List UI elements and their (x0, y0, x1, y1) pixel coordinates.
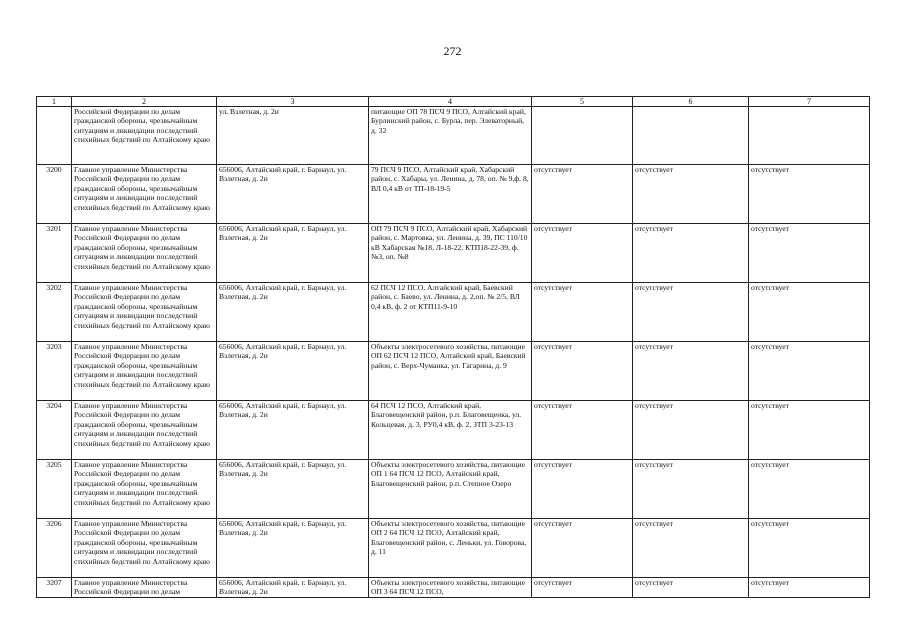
row-number: 3207 (37, 578, 72, 598)
col7-cell: отсутствует (749, 578, 870, 598)
address-cell: 656006, Алтайский край, г. Барнаул, ул. Взлетная, д. 2и (217, 342, 369, 401)
address-cell: ул. Взлетная, д. 2и (217, 107, 369, 165)
object-cell: ОП 79 ПСЧ 9 ПСО, Алтайский край, Хабарский район, с. Мартовка, ул. Ленина, д. 39, ПС 110/10 кВ Хабарская №18, Л-18-22, КТП18-22-39, ф. №3, оп. №8 (369, 224, 532, 283)
col7-cell: отсутствует (749, 224, 870, 283)
organization-cell: Главное управление Министерства Российской Федерации по делам гражданской обороны, чрезвычайным ситуациям и ликвидации последствий стихийных бедствий по Алтайскому краю (72, 224, 217, 283)
organization-cell: Главное управление Министерства Российской Федерации по делам гражданской обороны, чрезвычайным ситуациям и ликвидации последствий стихийных бедствий по Алтайскому краю (72, 165, 217, 224)
col5-cell: отсутствует (532, 519, 633, 578)
row-number: 3200 (37, 165, 72, 224)
address-cell: 656006, Алтайский край, г. Барнаул, ул. Взлетная, д. 2и (217, 224, 369, 283)
row-number: 3201 (37, 224, 72, 283)
organization-cell: Главное управление Министерства Российской Федерации по делам гражданской обороны, чрезвычайным ситуациям и ликвидации последствий стихийных бедствий по Алтайскому краю (72, 519, 217, 578)
object-cell: Объекты электросетевого хозяйства, питающие ОП 62 ПСЧ 12 ПСО, Алтайский край, Баевский район, с. Верх-Чуманка, ул. Гагарина, д. 9 (369, 342, 532, 401)
table-row (37, 165, 870, 224)
col6-cell: отсутствует (633, 165, 749, 224)
organization-cell: Главное управление Министерства Российской Федерации по делам гражданской обороны, чрезвычайным ситуациям и ликвидации последствий стихийных бедствий по Алтайскому краю (72, 401, 217, 460)
col7-cell: отсутствует (749, 460, 870, 519)
header-row (37, 97, 870, 107)
address-cell: 656006, Алтайский край, г. Барнаул, ул. Взлетная, д. 2и (217, 165, 369, 224)
col7-cell (749, 107, 870, 165)
col6-cell: отсутствует (633, 578, 749, 598)
organization-cell: Главное управление Министерства Российской Федерации по делам гражданской обороны, чрезвычайным ситуациям и ликвидации последствий стихийных бедствий по Алтайскому краю (72, 283, 217, 342)
col5-cell: отсутствует (532, 224, 633, 283)
col6-cell (633, 107, 749, 165)
address-cell: 656006, Алтайский край, г. Барнаул, ул. Взлетная, д. 2и (217, 283, 369, 342)
col6-cell: отсутствует (633, 519, 749, 578)
header-col-6: 6 (633, 97, 749, 107)
table-row (37, 224, 870, 283)
col5-cell: отсутствует (532, 578, 633, 598)
col5-cell: отсутствует (532, 165, 633, 224)
col5-cell: отсутствует (532, 460, 633, 519)
col7-cell: отсутствует (749, 342, 870, 401)
header-col-4: 4 (369, 97, 532, 107)
row-number: 3203 (37, 342, 72, 401)
organization-cell: Главное управление Министерства Российской Федерации по делам гражданской обороны, чрезвычайным ситуациям и ликвидации последствий стихийных бедствий по Алтайскому краю (72, 342, 217, 401)
col6-cell: отсутствует (633, 342, 749, 401)
col7-cell: отсутствует (749, 283, 870, 342)
header-col-2: 2 (72, 97, 217, 107)
organization-cell: Главное управление Министерства Российской Федерации по делам (72, 578, 217, 598)
registry-table (36, 96, 870, 598)
col5-cell: отсутствует (532, 342, 633, 401)
header-col-3: 3 (217, 97, 369, 107)
col6-cell: отсутствует (633, 460, 749, 519)
col5-cell (532, 107, 633, 165)
col6-cell: отсутствует (633, 283, 749, 342)
table-row (37, 107, 870, 165)
row-number: 3204 (37, 401, 72, 460)
table-row (37, 519, 870, 578)
organization-cell: Российской Федерации по делам гражданской обороны, чрезвычайным ситуациям и ликвидации последствий стихийных бедствий по Алтайскому краю (72, 107, 217, 165)
col5-cell: отсутствует (532, 283, 633, 342)
object-cell: 64 ПСЧ 12 ПСО, Алтайский край, Благовещенский район, р.п. Благовещенка, ул. Кольцевая, д. 3, РУ0,4 кВ, ф. 2, ЗТП 3-23-13 (369, 401, 532, 460)
col5-cell: отсутствует (532, 401, 633, 460)
address-cell: 656006, Алтайский край, г. Барнаул, ул. Взлетная, д. 2и (217, 578, 369, 598)
address-cell: 656006, Алтайский край, г. Барнаул, ул. Взлетная, д. 2и (217, 519, 369, 578)
object-cell: 62 ПСЧ 12 ПСО, Алтайский край, Баевский район, с. Баево, ул. Ленина, д. 2,оп. № 2/5, ВЛ 0,4 кВ, ф. 2 от КТП11-9-10 (369, 283, 532, 342)
object-cell: питающие ОП 78 ПСЧ 9 ПСО, Алтайский край, Бурлинский район, с. Бурла, пер. Элеваторный, д. 32 (369, 107, 532, 165)
table-row (37, 401, 870, 460)
address-cell: 656006, Алтайский край, г. Барнаул, ул. Взлетная, д. 2и (217, 401, 369, 460)
table-row (37, 578, 870, 598)
col7-cell: отсутствует (749, 519, 870, 578)
organization-cell: Главное управление Министерства Российской Федерации по делам гражданской обороны, чрезвычайным ситуациям и ликвидации последствий стихийных бедствий по Алтайскому краю (72, 460, 217, 519)
table-row (37, 283, 870, 342)
object-cell: Объекты электросетевого хозяйства, питающие ОП 1 64 ПСЧ 12 ПСО, Алтайский край, Благовещенский район, р.п. Степное Озеро (369, 460, 532, 519)
col7-cell: отсутствует (749, 165, 870, 224)
object-cell: Объекты электросетевого хозяйства, питающие ОП 3 64 ПСЧ 12 ПСО, (369, 578, 532, 598)
row-number: 3206 (37, 519, 72, 578)
header-col-1: 1 (37, 97, 72, 107)
header-col-5: 5 (532, 97, 633, 107)
object-cell: 79 ПСЧ 9 ПСО, Алтайский край, Хабарский район, с. Хабары, ул. Ленина, д. 78, оп. № 9,ф. 8, ВЛ 0,4 кВ от ТП-18-19-5 (369, 165, 532, 224)
address-cell: 656006, Алтайский край, г. Барнаул, ул. Взлетная, д. 2и (217, 460, 369, 519)
col6-cell: отсутствует (633, 401, 749, 460)
row-number: 3202 (37, 283, 72, 342)
row-number (37, 107, 72, 165)
col7-cell: отсутствует (749, 401, 870, 460)
table-row (37, 342, 870, 401)
row-number: 3205 (37, 460, 72, 519)
table-row (37, 460, 870, 519)
header-col-7: 7 (749, 97, 870, 107)
col6-cell: отсутствует (633, 224, 749, 283)
object-cell: Объекты электросетевого хозяйства, питающие ОП 2 64 ПСЧ 12 ПСО, Алтайский край, Благовещенский район, с. Леньки, ул. Говорова, д. 11 (369, 519, 532, 578)
page-number: 272 (443, 44, 462, 58)
